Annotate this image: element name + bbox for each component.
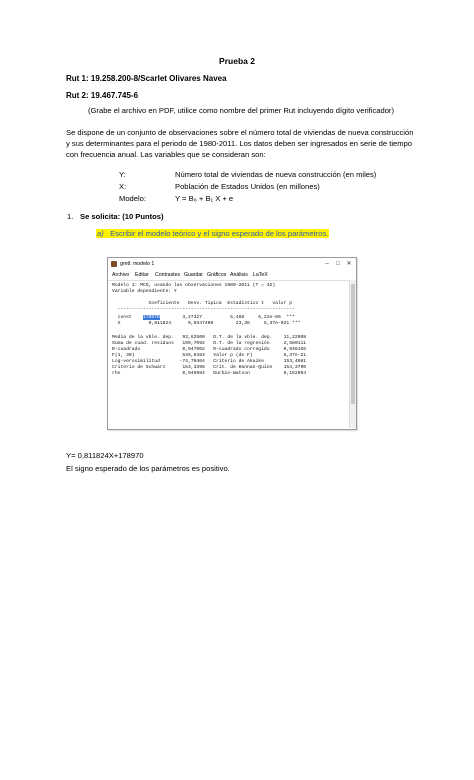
stats-line: R-cuadrado 0,947902 R-cuadrado corregido 0,946165: [112, 347, 307, 352]
gretl-app-icon: [111, 261, 117, 267]
window-titlebar: [108, 258, 356, 270]
selected-coefficient[interactable]: 178970: [142, 315, 160, 320]
coef-row-x: X 0,811824 0,0347480 23,36 5,37e-021 ***: [112, 321, 301, 326]
variable-key: Y:: [119, 170, 126, 179]
stats-line: Media de la vble. dep. 93,62500 D.T. de la vble. dep. 11,22008: [112, 335, 307, 340]
coef-row-const: const 178970 3,27327 5,468 6,22e-06 ***: [112, 315, 295, 320]
maximize-icon[interactable]: □: [336, 261, 340, 267]
menu-analisis[interactable]: Análisis: [230, 272, 248, 278]
question-a-text: Escribir el modelo teórico y el signo esperado de los parámetros.: [110, 229, 329, 238]
variable-value: Número total de viviendas de nueva construcción (en miles): [175, 170, 377, 179]
expected-sign-text: El signo esperado de los parámetros es positivo.: [66, 464, 230, 473]
output-line: Variable dependiente: Y: [112, 289, 177, 294]
gretl-model-window: [107, 257, 357, 430]
minimize-icon[interactable]: –: [325, 261, 329, 267]
page-title: Prueba 2: [219, 56, 255, 66]
stats-line: F(1, 30) 545,8383 Valor p (de F) 5,37e-21: [112, 353, 307, 358]
question-1: [67, 212, 164, 221]
menu-archivo[interactable]: Archivo: [112, 272, 130, 278]
rut-1: Rut 1: 19.258.200-8/Scarlet Olivares Navea: [66, 74, 227, 83]
stats-line: rho 0,946984 Durbin-Watson 0,152804: [112, 371, 307, 376]
variable-key: X:: [119, 182, 127, 191]
model-output: [112, 283, 350, 376]
question-a: [96, 229, 329, 238]
rut-2: Rut 2: 19.467.745-6: [66, 91, 139, 100]
stats-line: Log-verosimilitud -74,70404 Criterio de Akaike 153,4081: [112, 359, 307, 364]
estimated-equation: Y= 0,811824X+178970: [66, 451, 144, 460]
menu-graficos[interactable]: Gráficos: [207, 272, 227, 278]
variable-value: Población de Estados Unidos (en millones): [175, 182, 320, 191]
menu-guardar[interactable]: Guardar: [184, 272, 204, 278]
question-1-text: Se solicita: (10 Puntos): [80, 212, 164, 221]
menu-latex[interactable]: LaTeX: [253, 272, 268, 278]
paragraph-line-1: Se dispone de un conjunto de observaciones sobre el número total de viviendas de nueva construcción: [66, 128, 414, 137]
vertical-scrollbar[interactable]: [349, 280, 356, 428]
menu-editar[interactable]: Editar: [135, 272, 149, 278]
menu-contrastes[interactable]: Contrastes: [155, 272, 181, 278]
stats-line: Criterio de Schwarz 154,3396 Crit. de Hannan-Quinn 154,3790: [112, 365, 307, 370]
window-menubar: [108, 270, 356, 281]
coef-table-header: Coeficiente Desv. Típica Estadístico t valor p: [112, 301, 293, 306]
output-line: Modelo 1: MCO, usando las observaciones 1980-2011 (T = 32): [112, 283, 276, 288]
scrollbar-thumb[interactable]: [351, 284, 355, 404]
question-a-letter: a): [97, 229, 104, 238]
instruction-text: (Grabe el archivo en PDF, utilice como nombre del primer Rut incluyendo dígito verificador): [88, 106, 394, 115]
coef-table-separator: ---------------------------------------------------------------: [112, 307, 295, 312]
close-icon[interactable]: ✕: [346, 261, 352, 267]
variable-key: Modelo:: [119, 194, 147, 203]
variable-value: Y = B₀ + B₁ X + e: [175, 194, 234, 203]
window-title: gretl: modelo 1: [120, 261, 155, 267]
question-number: 1.: [67, 212, 74, 221]
stats-line: Suma de cuad. residuos 199,7092 D.T. de la regresión 2,580111: [112, 341, 307, 346]
paragraph-line-2: y sus determinantes para el periodo de 1980-2011. Los datos deben ser ingresados en serie de tiempo: [66, 139, 413, 148]
paragraph-line-3: con frecuencia anual. Las variables que se consideran son:: [66, 150, 266, 159]
